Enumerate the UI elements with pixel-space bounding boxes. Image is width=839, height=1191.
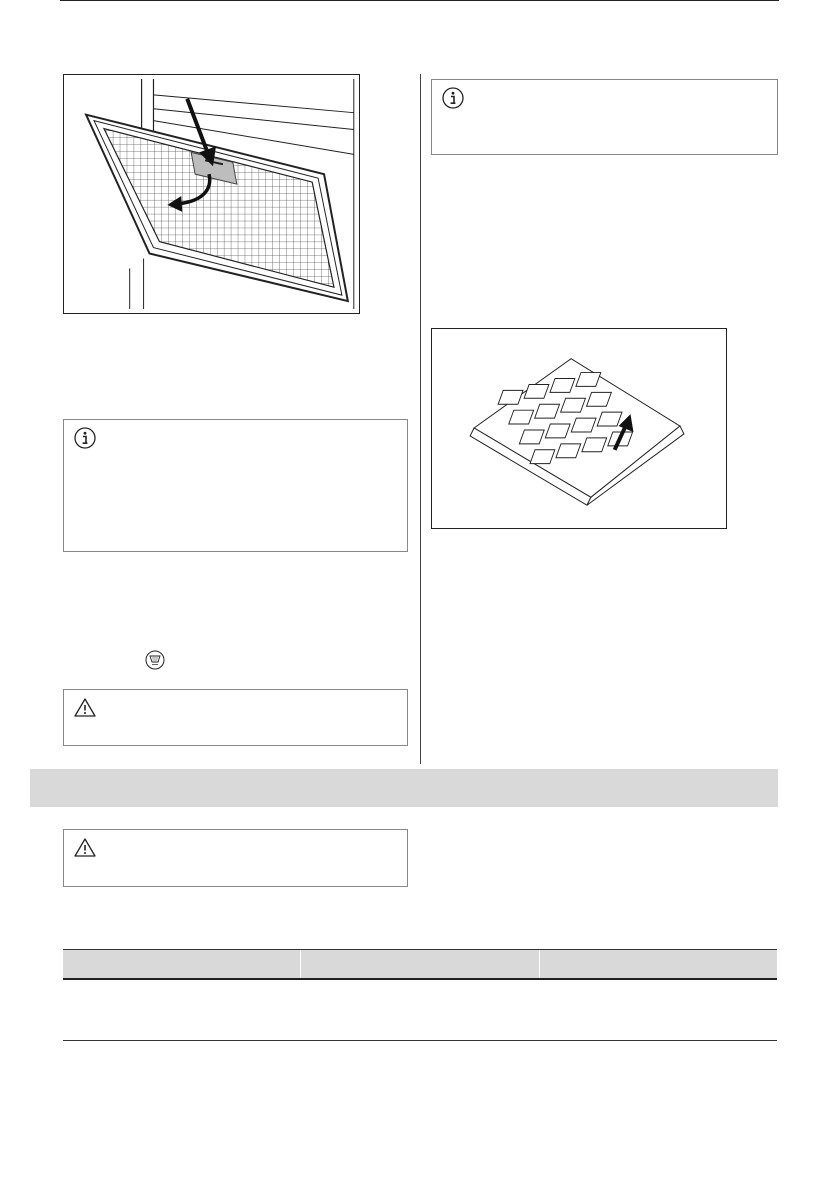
charcoal-filter-illustration (432, 329, 726, 528)
grease-filter-figure (63, 74, 360, 314)
table-cell (63, 980, 301, 1040)
table-header-cell (63, 950, 301, 978)
info-icon (74, 427, 96, 449)
table-cell (301, 980, 539, 1040)
warning-notice-bottom (63, 829, 408, 887)
warning-icon (74, 837, 96, 859)
table-header-cell (301, 950, 539, 978)
column-divider (420, 74, 421, 764)
table-row (63, 980, 777, 1041)
info-notice-left (63, 419, 408, 552)
table-header (63, 949, 777, 980)
info-notice-right (431, 79, 778, 155)
page-top-rule (60, 0, 779, 1)
charcoal-filter-figure (431, 328, 727, 529)
data-table (63, 949, 777, 1042)
table-cell (539, 980, 777, 1040)
filter-saturation-icon (145, 650, 165, 670)
table-header-cell (540, 950, 777, 978)
section-heading-bar (30, 769, 778, 807)
warning-notice-left (63, 689, 408, 746)
info-icon (442, 87, 464, 109)
grease-filter-illustration (64, 75, 359, 313)
warning-icon (74, 697, 96, 719)
